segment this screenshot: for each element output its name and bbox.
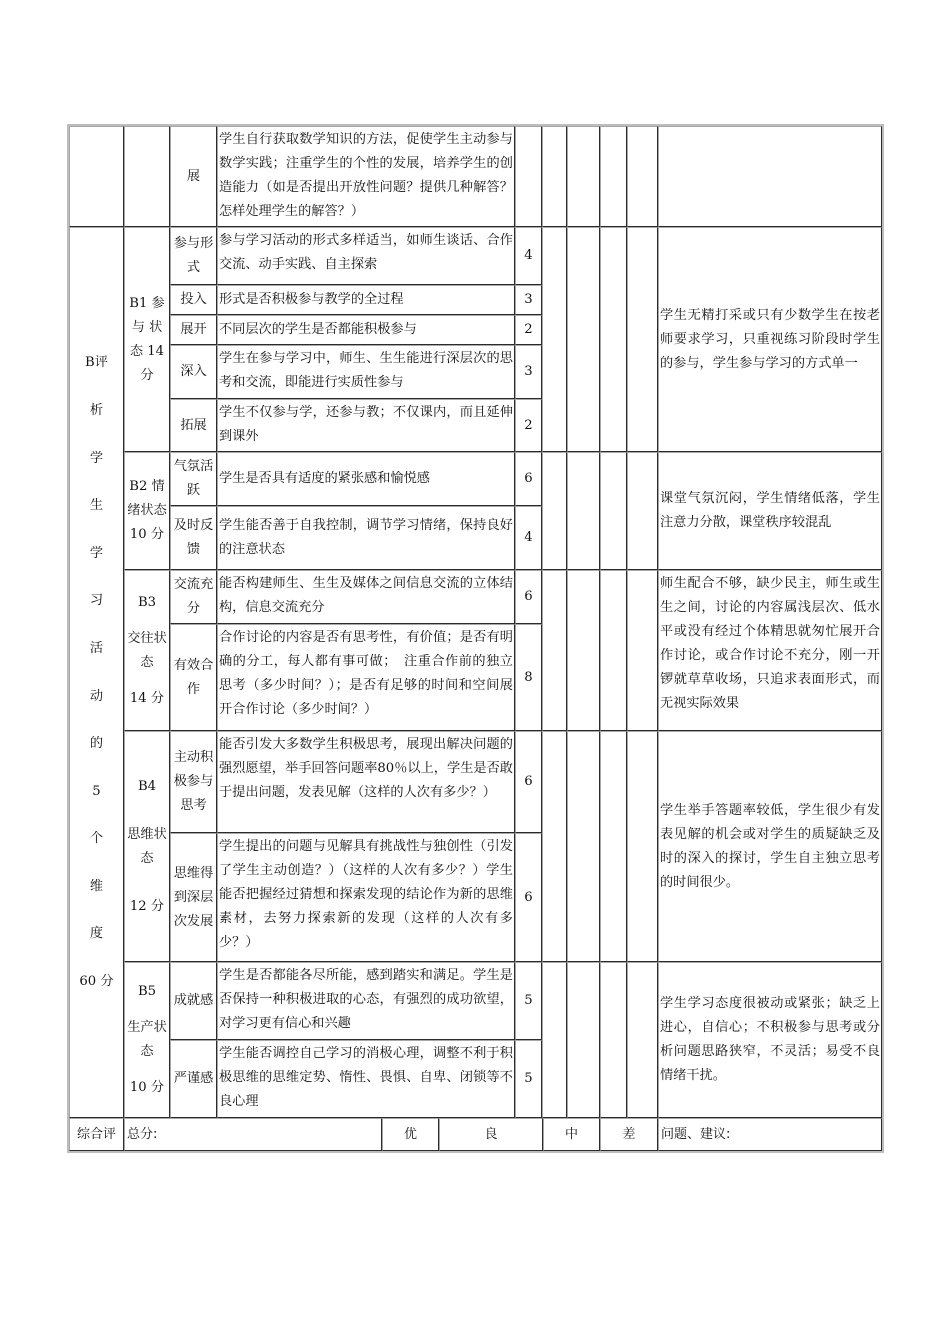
total-score-label: 总分: xyxy=(124,1118,382,1151)
grade-excellent-label: 优 xyxy=(382,1118,439,1151)
problem-text: 学生举手答题率较低，学生很少有发表见解的机会或对学生的质疑缺乏及时的深入的探讨，学生自主独立思考的时间很少。 xyxy=(658,731,882,962)
evaluation-table xyxy=(67,124,884,1153)
grade-cell xyxy=(567,126,600,227)
criterion-text: 学生能否调控自己学习的消极心理，调整不利于积极思维的思维定势、惰性、畏惧、自卑、闭锁等不良心理 xyxy=(217,1040,515,1118)
score-value: 6 xyxy=(515,731,542,833)
sub-item-label: 拓展 xyxy=(170,399,217,452)
sub-item-label: 严谨感 xyxy=(170,1040,217,1118)
score-value: 5 xyxy=(515,962,542,1040)
summary-label: 综合评 xyxy=(69,1118,124,1151)
sub-item-label: 主动积极参与思考 xyxy=(170,731,217,833)
grade-good-label: 良 xyxy=(439,1118,543,1151)
grade-cell xyxy=(627,227,658,452)
grade-cell xyxy=(567,731,600,962)
grade-cell xyxy=(600,126,627,227)
comments-label: 问题、建议: xyxy=(658,1118,882,1151)
sub-item-label: 展开 xyxy=(170,315,217,345)
grade-cell xyxy=(567,452,600,570)
group-label-b3: B3 交往状 态 14 分 xyxy=(124,570,170,731)
criterion-text: 能否引发大多数学生积极思考，展现出解决问题的强烈愿望，举手回答问题率80％以上，学生是否敢于提出问题，发表见解（这样的人次有多少？） xyxy=(217,731,515,833)
criterion-text: 学生能否善于自我控制，调节学习情绪，保持良好的注意状态 xyxy=(217,506,515,570)
score-value: 2 xyxy=(515,315,542,345)
sub-item-label: 及时反馈 xyxy=(170,506,217,570)
grade-cell xyxy=(567,962,600,1118)
grade-cell xyxy=(600,452,627,570)
grade-cell xyxy=(542,731,567,962)
grade-cell xyxy=(600,570,627,731)
grade-cell xyxy=(627,452,658,570)
criterion-text: 学生是否都能各尽所能，感到踏实和满足。学生是否保持一种积极进取的心态，有强烈的成功欲望，对学习更有信心和兴趣 xyxy=(217,962,515,1040)
sub-item-label: 思维得到深层次发展 xyxy=(170,833,217,962)
grade-cell xyxy=(627,731,658,962)
criterion-text: 学生自行获取数学知识的方法，促使学生主动参与数学实践；注重学生的个性的发展，培养学生的创造能力（如是否提出开放性问题？提供几种解答？怎样处理学生的解答？） xyxy=(217,126,515,227)
grade-cell xyxy=(542,452,567,570)
score-value: 2 xyxy=(515,399,542,452)
grade-cell xyxy=(567,227,600,452)
group-label-b4: B4 思维状 态 12 分 xyxy=(124,731,170,962)
problem-text: 师生配合不够，缺少民主，师生或生生之间，讨论的内容属浅层次、低水平或没有经过个体精思就匆忙展开合作讨论，或合作讨论不充分，刚一开锣就草草收场，只追求表面形式，而无视实际效果 xyxy=(658,570,882,731)
sub-item-label: 成就感 xyxy=(170,962,217,1040)
problem-text: 学生无精打采或只有少数学生在按老师要求学习，只重视练习阶段时学生的参与，学生参与学习的方式单一 xyxy=(658,227,882,452)
sub-item-label: 交流充分 xyxy=(170,570,217,624)
grade-cell xyxy=(600,731,627,962)
criterion-text: 学生是否具有适度的紧张感和愉悦感 xyxy=(217,452,515,506)
grade-cell xyxy=(542,962,567,1118)
criterion-text: 学生不仅参与学，还参与教；不仅课内，而且延伸到课外 xyxy=(217,399,515,452)
criterion-text: 学生提出的问题与见解具有挑战性与独创性（引发了学生主动创造？）（这样的人次有多少？）学生能否把握经过猜想和探索发现的结论作为新的思维素材，去努力探索新的发现（这样的人次有多少？） xyxy=(217,833,515,962)
problem-cell xyxy=(658,126,882,227)
criterion-text: 不同层次的学生是否都能积极参与 xyxy=(217,315,515,345)
score-value: 3 xyxy=(515,345,542,399)
score-value: 4 xyxy=(515,506,542,570)
score-value: 3 xyxy=(515,285,542,315)
group-label-b5: B5 生产状 态 10 分 xyxy=(124,962,170,1118)
grade-cell xyxy=(600,962,627,1118)
sub-item-label: 气氛活跃 xyxy=(170,452,217,506)
grade-cell xyxy=(567,570,600,731)
group-label-b2: B2 情 绪状态 10 分 xyxy=(124,452,170,570)
score-value: 6 xyxy=(515,833,542,962)
grade-cell xyxy=(542,570,567,731)
section-b-title: B评 析 学 生 学 习 活 动 的 5 个 维 度 60 分 xyxy=(69,227,124,1118)
sub-item-label: 参与形式 xyxy=(170,227,217,285)
score-value: 4 xyxy=(515,227,542,285)
score-value: 6 xyxy=(515,452,542,506)
criterion-text: 参与学习活动的形式多样适当，如师生谈话、合作交流、动手实践、自主探索 xyxy=(217,227,515,285)
grade-cell xyxy=(542,126,567,227)
score-cell xyxy=(515,126,542,227)
grade-fair-label: 中 xyxy=(543,1118,600,1151)
score-value: 6 xyxy=(515,570,542,624)
sub-item-label: 投入 xyxy=(170,285,217,315)
grade-cell xyxy=(627,570,658,731)
grade-cell xyxy=(627,126,658,227)
criterion-text: 学生在参与学习中，师生、生生能进行深层次的思考和交流，即能进行实质性参与 xyxy=(217,345,515,399)
criterion-text: 能否构建师生、生生及媒体之间信息交流的立体结构，信息交流充分 xyxy=(217,570,515,624)
problem-text: 学生学习态度很被动或紧张；缺乏上进心，自信心；不积极参与思考或分析问题思路狭窄，不灵活；易受不良情绪干扰。 xyxy=(658,962,882,1118)
sub-item-label: 有效合作 xyxy=(170,624,217,731)
group-cell-top xyxy=(124,126,170,227)
sub-item-label: 深入 xyxy=(170,345,217,399)
grade-cell xyxy=(600,227,627,452)
criterion-text: 形式是否积极参与教学的全过程 xyxy=(217,285,515,315)
grade-cell xyxy=(627,962,658,1118)
criterion-text: 合作讨论的内容是否有思考性，有价值；是否有明确的分工，每人都有事可做； 注重合作前的独立思考（多少时间？）；是否有足够的时间和空间展开合作讨论（多少时间？） xyxy=(217,624,515,731)
problem-text: 课堂气氛沉闷，学生情绪低落，学生注意力分散，课堂秩序较混乱 xyxy=(658,452,882,570)
category-cell-top xyxy=(69,126,124,227)
grade-cell xyxy=(542,227,567,452)
sub-item-label: 展 xyxy=(170,126,217,227)
grade-poor-label: 差 xyxy=(600,1118,658,1151)
score-value: 8 xyxy=(515,624,542,731)
score-value: 5 xyxy=(515,1040,542,1118)
group-label-b1: B1 参 与 状 态 14 分 xyxy=(124,227,170,452)
